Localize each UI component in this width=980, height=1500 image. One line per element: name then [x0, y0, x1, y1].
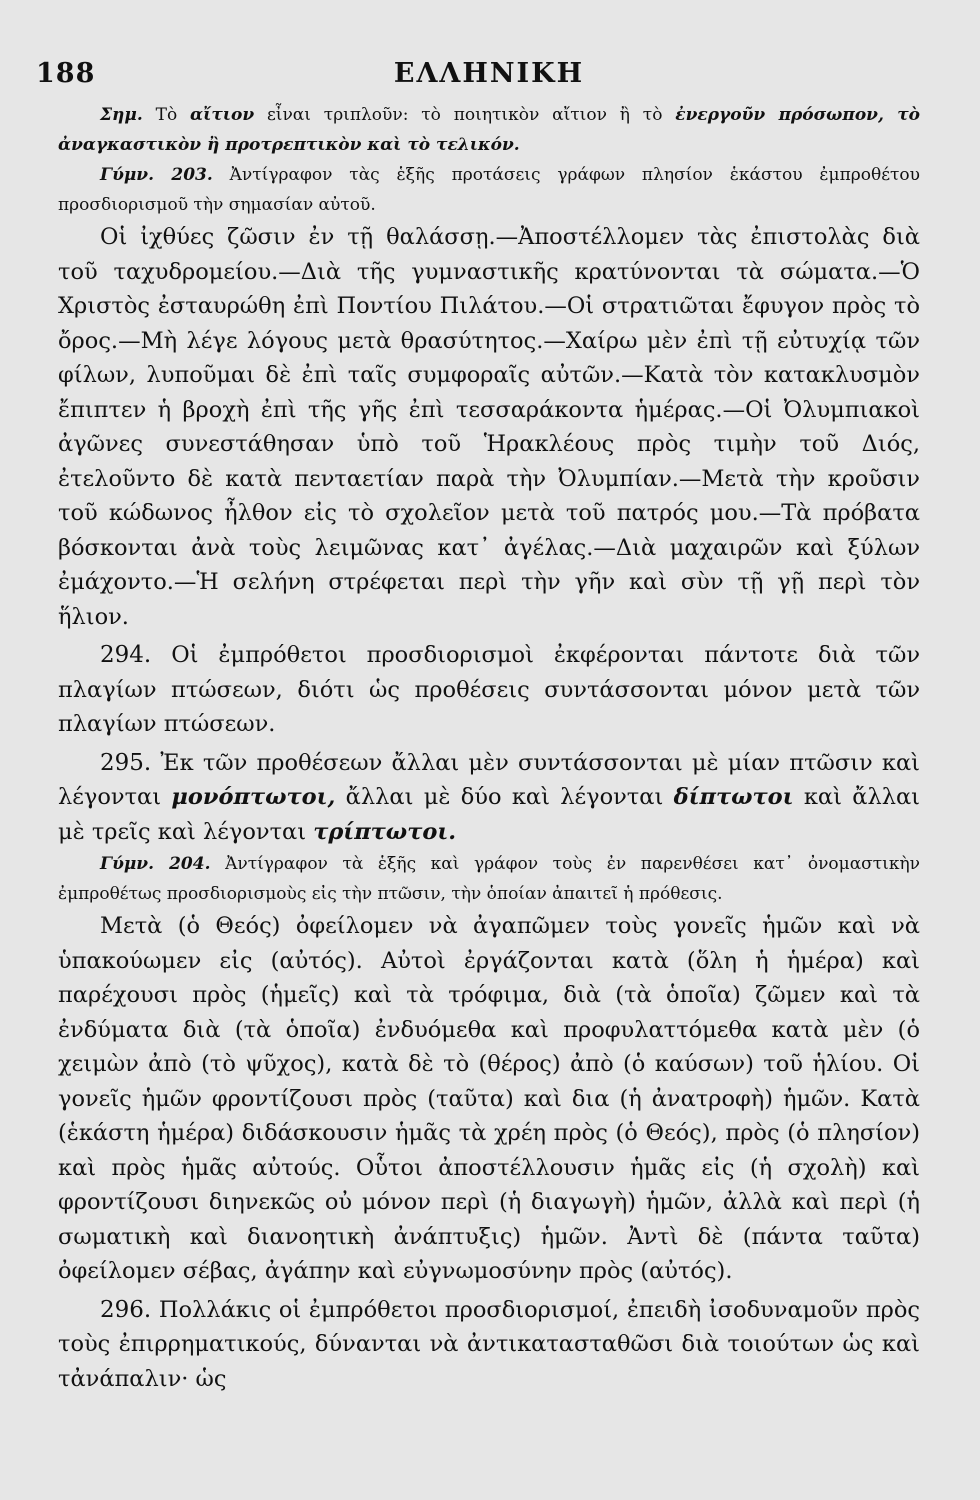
exercise-203-text: Ἀντίγραφον τὰς ἑξῆς προτάσεις γράφων πλησίον ἑκάστου ἐμπροθέτου προσδιορισμοῦ τὴν σημασίαν αὐτοῦ. — [58, 165, 920, 215]
exercise-204-instruction — [58, 849, 920, 909]
section-294-number: 294. — [100, 642, 152, 668]
section-296 — [58, 1293, 920, 1397]
note-paragraph — [58, 100, 920, 160]
term-diptotoi: δίπτωτοι — [673, 784, 794, 810]
note-text-1: Τὸ — [155, 105, 191, 125]
term-triptotoi: τρίπτωτοι. — [313, 818, 457, 845]
term-monoptotoi: μονόπτωτοι, — [171, 784, 336, 810]
exercise-204-passage: Μετὰ (ὁ Θεός) ὀφείλομεν νὰ ἀγαπῶμεν τοὺς γονεῖς ἡμῶν καὶ νὰ ὑπακούωμεν εἰς (αὐτός). Αὐτοὶ ἐργάζονται κατὰ (ὅλη ἡ ἡμέρα) καὶ παρέχουσι πρὸς (ἡμεῖς) καὶ τὰ τρόφιμα, διὰ (τὰ ὁποῖα) ζῶμεν καὶ τὰ ἐνδύματα διὰ (τὰ ὁποῖα) ἐνδυόμεθα καὶ προφυλαττόμεθα κατὰ μὲν (ὁ χειμὼν ἀπὸ (τὸ ψῦχος), κατὰ δὲ τὸ (θέρος) ἀπὸ (ὁ καύσων) τοῦ ἡλίου. Οἱ γονεῖς ἡμῶν φροντίζουσι πρὸς (ταῦτα) καὶ δια (ἡ ἀνατροφὴ) ἡμῶν. Κατὰ (ἑκάστη ἡμέρα) διδάσκουσιν ἡμᾶς τὰ χρέη πρὸς (ὁ Θεός), πρὸς (ὁ πλησίον) καὶ πρὸς ἡμᾶς αὐτούς. Οὗτοι ἀποστέλλουσιν ἡμᾶς εἰς (ἡ σχολὴ) καὶ φροντίζουσι διηνεκῶς οὐ μόνον περὶ (ἡ διαγωγὴ) ἡμῶν, ἀλλὰ καὶ περὶ (ἡ σωματικὴ καὶ διανοητικὴ ἀνάπτυξις) ἡμῶν. Ἀντὶ δὲ (πάντα ταῦτα) ὀφείλομεν σέβας, ἀγάπην καὶ εὐγνωμοσύνην πρὸς (αὐτός). — [58, 913, 920, 1284]
section-295 — [58, 746, 920, 850]
section-296-number: 296. — [100, 1296, 152, 1323]
section-294-text: Οἱ ἐμπρόθετοι προσδιορισμοὶ ἐκφέρονται πάντοτε διὰ τῶν πλαγίων πτώσεων, διότι ὡς προθέσεις συντάσσονται μόνον μετὰ τῶν πλαγίων πτώσεων. — [58, 642, 920, 737]
note-label: Σημ. — [100, 105, 143, 125]
section-295-text-3: καὶ ἄλλαι μὲ τρεῖς καὶ λέγονται — [58, 784, 920, 845]
section-294 — [58, 638, 920, 742]
exercise-203-instruction — [58, 160, 920, 220]
note-term-aition: αἴτιον — [190, 105, 255, 125]
exercise-203-sentences: Οἱ ἰχθύες ζῶσιν ἐν τῇ θαλάσσῃ.—Ἀποστέλλομεν τὰς ἐπιστολὰς διὰ τοῦ ταχυδρομείου.—Διὰ τῆς γυμναστικῆς κρατύνονται τὰ σώματα.—Ὁ Χριστὸς ἐσταυρώθη ἐπὶ Ποντίου Πιλάτου.—Οἱ στρατιῶται ἔφυγον πρὸς τὸ ὄρος.—Μὴ λέγε λόγους μετὰ θρασύτητος.—Χαίρω μὲν ἐπὶ τῇ εὐτυχίᾳ τῶν φίλων, λυποῦμαι δὲ ἐπὶ ταῖς συμφοραῖς αὐτῶν.—Κατὰ τὸν κατακλυσμὸν ἔπιπτεν ἡ βροχὴ ἐπὶ τῆς γῆς ἐπὶ τεσσαράκοντα ἡμέρας.—Οἱ Ὀλυμπιακοὶ ἀγῶνες συνεστάθησαν ὑπὸ τοῦ Ἡρακλέους πρὸς τιμὴν τοῦ Διός, ἐτελοῦντο δὲ κατὰ πενταετίαν παρὰ τὴν Ὀλυμπίαν.—Μετὰ τὴν κροῦσιν τοῦ κώδωνος ἦλθον εἰς τὸ σχολεῖον μετὰ τοῦ πατρός μου.—Τὰ πρόβατα βόσκονται ἀνὰ τοὺς λειμῶνας κατ᾽ ἀγέλας.—Διὰ μαχαιρῶν καὶ ξύλων ἐμάχοντο.—Ἡ σελήνη στρέφεται περὶ τὴν γῆν καὶ σὺν τῇ γῇ περὶ τὸν ἥλιον. — [58, 224, 920, 630]
section-295-number: 295. — [100, 749, 152, 776]
running-title: ΕΛΛΗΝΙΚΗ — [393, 58, 585, 89]
exercise-204-label: Γύμν. 204. — [100, 854, 211, 874]
section-296-text: Πολλάκις οἱ ἐμπρόθετοι προσδιορισμοί, ἐπειδὴ ἰσοδυναμοῦν πρὸς τοὺς ἐπιρρηματικούς, δύνανται νὰ ἀντικατασταθῶσι διὰ τοιούτων ὡς καὶ τἀνάπαλιν· ὡς — [58, 1296, 920, 1392]
section-295-text-1: Ἐκ τῶν προθέσεων ἄλλαι μὲν συντάσσονται μὲ μίαν πτῶσιν καὶ λέγονται — [58, 749, 920, 810]
note-terms: ἐνεργοῦν πρόσωπον, τὸ ἀναγκαστικὸν ἢ προτρεπτικὸν καὶ τὸ τελικόν. — [58, 105, 921, 155]
page-number: 188 — [36, 58, 96, 89]
exercise-203-label: Γύμν. 203. — [100, 165, 213, 185]
exercise-204-text: Ἀντίγραφον τὰ ἑξῆς καὶ γράφον τοὺς ἐν παρενθέσει κατ᾽ ὀνομαστικὴν ἐμπροθέτως προσδιορισμοὺς εἰς τὴν πτῶσιν, τὴν ὁποίαν ἀπαιτεῖ ἡ πρόθεσις. — [58, 854, 920, 904]
section-295-text-2: ἄλλαι μὲ δύο καὶ λέγονται — [335, 784, 674, 810]
note-text-2: εἶναι τριπλοῦν: τὸ ποιητικὸν αἴτιον ἢ τὸ — [254, 105, 676, 125]
page-header — [36, 40, 920, 100]
